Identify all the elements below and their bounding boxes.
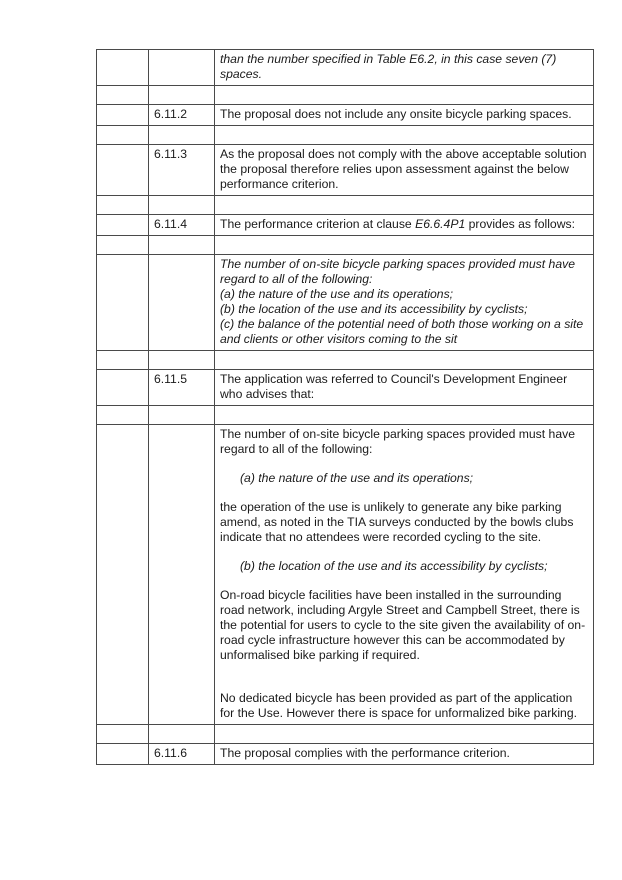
quote-line: (c) the balance of the potential need of both those working on a site and clients or other visitors coming to the sit xyxy=(220,317,584,346)
criterion-quote xyxy=(215,255,594,351)
spacer-row xyxy=(97,196,594,215)
clause-number: 6.11.4 xyxy=(149,215,215,236)
spacer-row xyxy=(97,86,594,105)
advice-item-b: (b) the location of the use and its accessibility by cyclists; xyxy=(240,559,548,573)
advice-paragraph: No dedicated bicycle has been provided as part of the application for the Use. However there is space for unformalized bike parking. xyxy=(220,691,577,720)
table-row xyxy=(97,145,594,196)
clause-reference: E6.6.4P1 xyxy=(415,217,466,231)
spacer-row xyxy=(97,236,594,255)
quote-line: The number of on-site bicycle parking spaces provided must have regard to all of the following: xyxy=(220,257,575,286)
row-text: The performance criterion at clause E6.6.4P1 provides as follows: xyxy=(215,215,594,236)
advice-item-a: (a) the nature of the use and its operations; xyxy=(240,471,474,485)
spacer-row xyxy=(97,725,594,744)
row-text: The proposal does not include any onsite bicycle parking spaces. xyxy=(215,105,594,126)
clause-number: 6.11.5 xyxy=(149,370,215,406)
table-row xyxy=(97,105,594,126)
table-row xyxy=(97,425,594,725)
spacer-row xyxy=(97,351,594,370)
table-row xyxy=(97,370,594,406)
row-text: than the number specified in Table E6.2, in this case seven (7) spaces. xyxy=(215,50,594,86)
table-row xyxy=(97,215,594,236)
engineer-advice xyxy=(215,425,594,725)
table-row xyxy=(97,50,594,86)
clause-number: 6.11.6 xyxy=(149,744,215,765)
spacer-row xyxy=(97,126,594,145)
advice-intro: The number of on-site bicycle parking spaces provided must have regard to all of the following: xyxy=(220,427,575,456)
quote-line: (b) the location of the use and its accessibility by cyclists; xyxy=(220,302,528,316)
row-text: The proposal complies with the performance criterion. xyxy=(215,744,594,765)
table-row xyxy=(97,744,594,765)
assessment-table xyxy=(96,49,594,765)
row-text: As the proposal does not comply with the above acceptable solution the proposal therefore relies upon assessment against the below performance criterion. xyxy=(215,145,594,196)
clause-number: 6.11.2 xyxy=(149,105,215,126)
spacer-row xyxy=(97,406,594,425)
advice-paragraph: the operation of the use is unlikely to generate any bike parking amend, as noted in the TIA surveys conducted by the bowls clubs indicate that no attendees were recorded cycling to the site. xyxy=(220,500,574,544)
advice-paragraph: On-road bicycle facilities have been installed in the surrounding road network, including Argyle Street and Campbell Street, there is the potential for users to cycle to the site given the availability of on-road cycle infrastructure however this can be accommodated by unformalised bike parking if required. xyxy=(220,588,586,662)
row-text: The application was referred to Council's Development Engineer who advises that: xyxy=(215,370,594,406)
table-row xyxy=(97,255,594,351)
clause-number: 6.11.3 xyxy=(149,145,215,196)
quote-line: (a) the nature of the use and its operations; xyxy=(220,287,454,301)
